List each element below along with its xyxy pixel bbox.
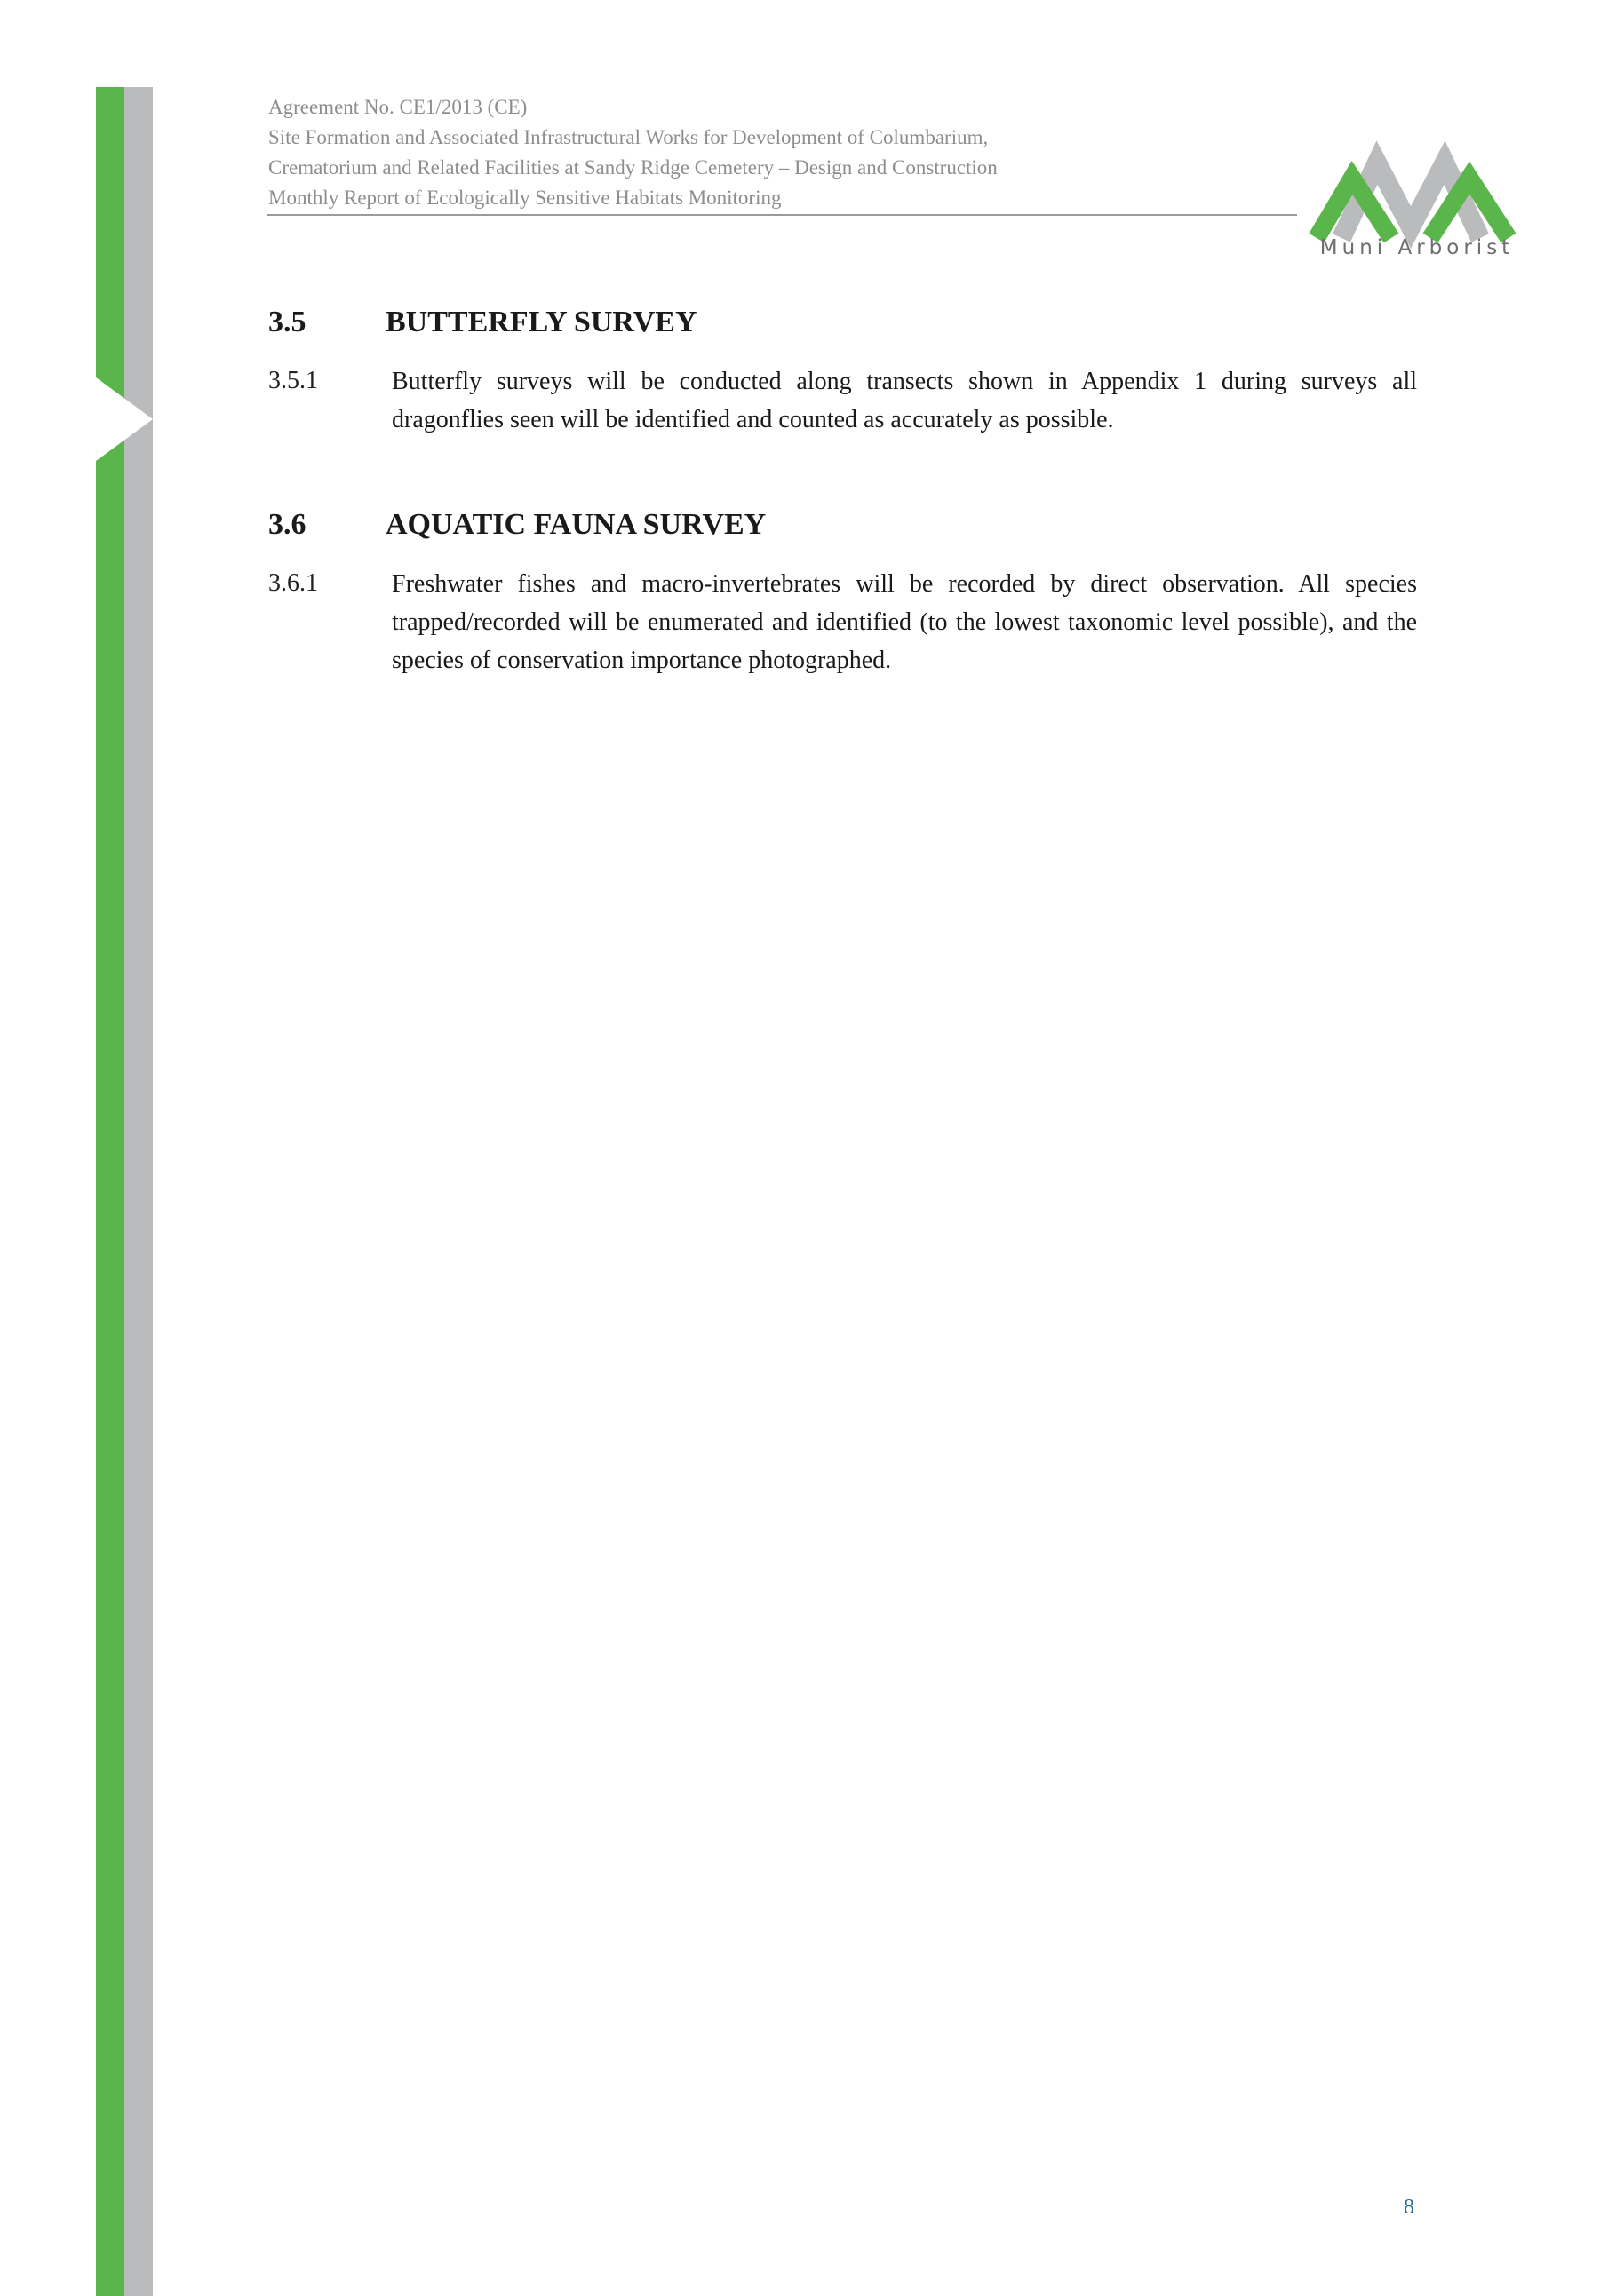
header-line-report: Monthly Report of Ecologically Sensitive Habitats Monitoring: [268, 187, 782, 209]
header-line-project: Site Formation and Associated Infrastructural Works for Development of Columbarium,: [268, 126, 989, 148]
side-bar-notch-icon: [92, 375, 156, 464]
logo-wordmark: Muni Arborist: [1319, 236, 1515, 259]
page-number: 8: [1404, 2196, 1414, 2219]
section-number: 3.6: [268, 508, 306, 541]
section-number: 3.5: [268, 306, 306, 338]
paragraph-number: 3.5.1: [268, 367, 318, 394]
header-divider: [267, 214, 1297, 216]
paragraph-text: Freshwater fishes and macro-invertebrates will be recorded by direct observation. All species trapped/recorded will be enumerated and identified (to the lowest taxonomic level possible), and the species of conservation importance photographed.: [392, 570, 1417, 674]
paragraph-number: 3.6.1: [268, 569, 318, 597]
section-title: AQUATIC FAUNA SURVEY: [386, 508, 767, 541]
header-line-project-cont: Crematorium and Related Facilities at Sandy Ridge Cemetery – Design and Construction: [268, 156, 998, 179]
header-line-agreement: Agreement No. CE1/2013 (CE): [268, 96, 528, 118]
paragraph-text: Butterfly surveys will be conducted along transects shown in Appendix 1 during surveys all dragonflies seen will be identified and counted as accurately as possible.: [392, 368, 1417, 433]
section-title: BUTTERFLY SURVEY: [386, 306, 697, 338]
running-header: [268, 92, 1299, 213]
